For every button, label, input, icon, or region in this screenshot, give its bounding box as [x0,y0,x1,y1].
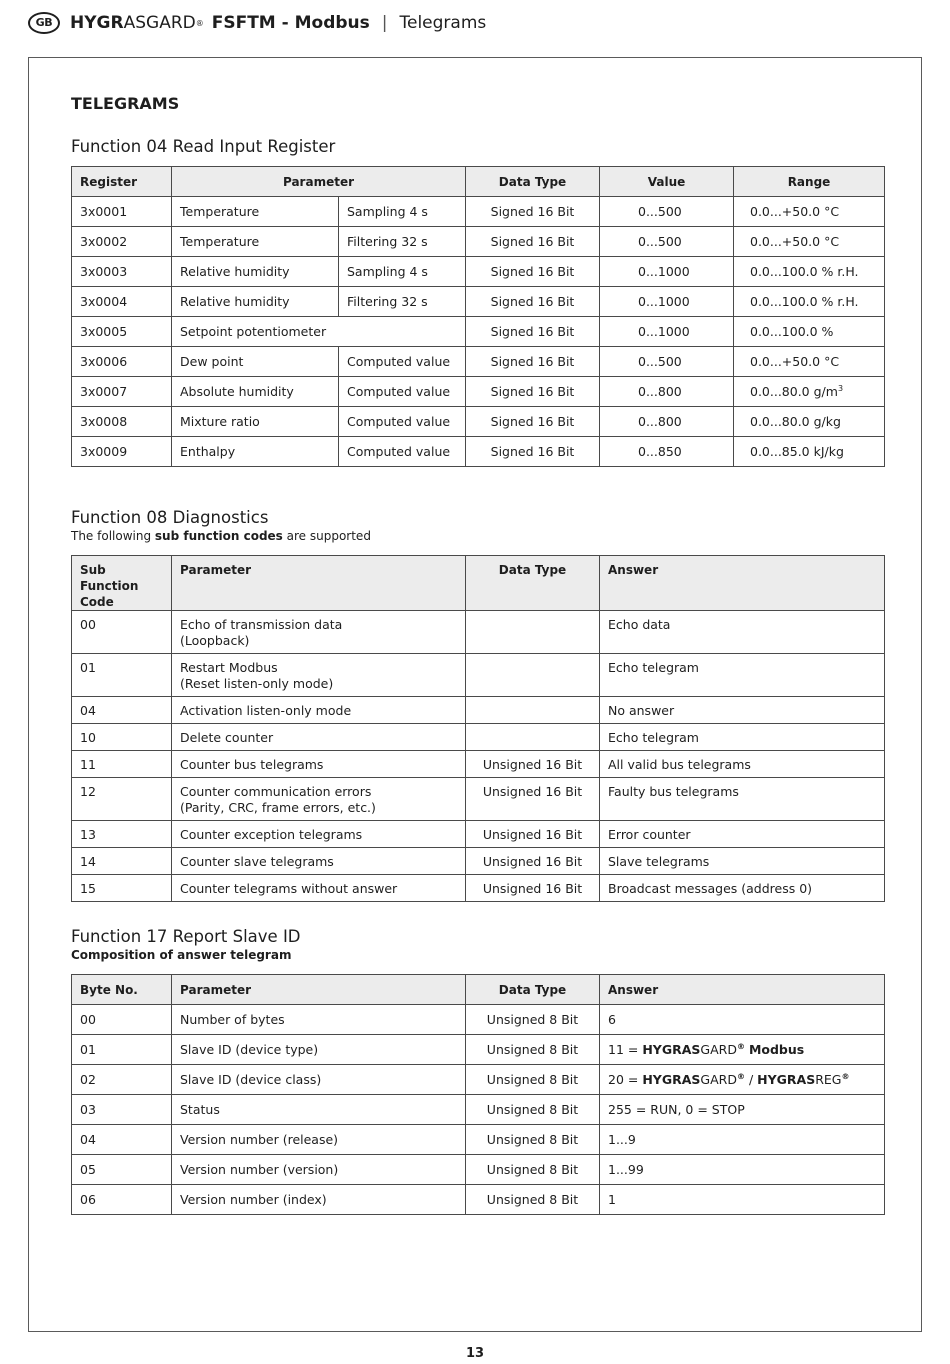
data-type-cell: Signed 16 Bit [466,287,600,317]
parameter-cell: Version number (release) [172,1125,466,1155]
register-cell: 3x0009 [72,437,172,467]
data-type-cell [466,611,600,654]
answer-cell: Broadcast messages (address 0) [600,875,885,902]
subtitle-text: are supported [282,529,371,543]
func04-table [71,166,885,467]
header-line: Code [80,595,114,609]
data-type-cell: Unsigned 8 Bit [466,1005,600,1035]
page-title: TELEGRAMS [71,94,180,113]
table-row [72,654,885,697]
section-name: Telegrams [399,13,487,33]
parameter-cell: Dew point [172,347,339,377]
mode-cell: Computed value [339,347,466,377]
byte-cell: 03 [72,1095,172,1125]
range-cell: 0.0...+50.0 °C [734,347,885,377]
registered-mark: ® [195,18,204,28]
data-type-cell: Signed 16 Bit [466,437,600,467]
parameter-cell [172,611,466,654]
parameter-cell: Mixture ratio [172,407,339,437]
registered-mark: ® [736,1071,745,1081]
parameter-cell: Relative humidity [172,287,339,317]
table-row [72,407,885,437]
mode-cell: Computed value [339,407,466,437]
answer-cell: 1...9 [600,1125,885,1155]
parameter-cell: Enthalpy [172,437,339,467]
parameter-cell: Absolute humidity [172,377,339,407]
brand-bold: HYGRAS [642,1042,701,1058]
func17-subtitle: Composition of answer telegram [71,948,292,962]
table-header-row [72,556,885,611]
data-type-cell [466,724,600,751]
parameter-cell: Relative humidity [172,257,339,287]
byte-cell: 06 [72,1185,172,1215]
table-row [72,317,885,347]
col-parameter: Parameter [172,556,466,611]
page-number: 13 [465,1346,485,1361]
table-row [72,848,885,875]
byte-cell: 04 [72,1125,172,1155]
parameter-cell: Temperature [172,197,339,227]
func08-title: Function 08 Diagnostics [71,508,269,527]
answer-text: / [744,1072,758,1088]
data-type-cell: Unsigned 8 Bit [466,1125,600,1155]
register-cell: 3x0001 [72,197,172,227]
mode-cell: Sampling 4 s [339,257,466,287]
answer-cell: Echo data [600,611,885,654]
mode-cell: Filtering 32 s [339,287,466,317]
col-data-type: Data Type [466,556,600,611]
byte-cell: 00 [72,1005,172,1035]
data-type-cell: Unsigned 16 Bit [466,821,600,848]
table-row [72,751,885,778]
data-type-cell: Unsigned 8 Bit [466,1065,600,1095]
table-row [72,821,885,848]
code-cell: 11 [72,751,172,778]
col-parameter: Parameter [172,167,466,197]
table-row [72,1035,885,1065]
func04-title: Function 04 Read Input Register [71,137,336,156]
func08-table [71,555,885,902]
table-header-row [72,167,885,197]
table-row [72,778,885,821]
parameter-line: (Parity, CRC, frame errors, etc.) [180,800,376,815]
parameter-cell [172,778,466,821]
subtitle-text: The following [71,529,155,543]
data-type-cell: Signed 16 Bit [466,227,600,257]
data-type-cell: Signed 16 Bit [466,407,600,437]
range-cell: 0.0...80.0 g/kg [734,407,885,437]
value-cell: 0...850 [600,437,734,467]
table-row [72,724,885,751]
data-type-cell: Unsigned 16 Bit [466,848,600,875]
parameter-cell: Counter telegrams without answer [172,875,466,902]
brand-light: REG [815,1072,842,1088]
mode-cell: Sampling 4 s [339,197,466,227]
product-name: FSFTM - Modbus [211,13,370,33]
byte-cell: 05 [72,1155,172,1185]
range-superscript: 3 [837,383,844,393]
parameter-line: Counter communication errors [180,784,372,799]
answer-text: 20 = [608,1072,643,1088]
answer-cell: Error counter [600,821,885,848]
col-data-type: Data Type [466,167,600,197]
parameter-line: Restart Modbus [180,660,278,675]
data-type-cell: Unsigned 8 Bit [466,1035,600,1065]
col-range: Range [734,167,885,197]
range-cell: 0.0...100.0 % r.H. [734,287,885,317]
parameter-cell: Temperature [172,227,339,257]
brand-bold: Modbus [748,1042,805,1058]
register-cell: 3x0007 [72,377,172,407]
answer-cell: 1 [600,1185,885,1215]
data-type-cell: Unsigned 8 Bit [466,1095,600,1125]
parameter-cell [172,654,466,697]
brand-light: GARD [700,1072,737,1088]
data-type-cell: Signed 16 Bit [466,347,600,377]
code-cell: 13 [72,821,172,848]
code-cell: 04 [72,697,172,724]
value-cell: 0...800 [600,377,734,407]
byte-cell: 01 [72,1035,172,1065]
parameter-cell: Counter exception telegrams [172,821,466,848]
table-row [72,697,885,724]
table-row [72,1185,885,1215]
range-cell: 0.0...+50.0 °C [734,227,885,257]
parameter-cell: Activation listen-only mode [172,697,466,724]
value-cell: 0...500 [600,347,734,377]
byte-cell: 02 [72,1065,172,1095]
func17-title: Function 17 Report Slave ID [71,927,301,946]
parameter-cell: Delete counter [172,724,466,751]
data-type-cell: Signed 16 Bit [466,317,600,347]
range-cell: 0.0...100.0 % [734,317,885,347]
parameter-cell: Version number (version) [172,1155,466,1185]
table-row [72,347,885,377]
header-separator: | [381,13,388,33]
table-row [72,227,885,257]
code-cell: 10 [72,724,172,751]
answer-cell: Faulty bus telegrams [600,778,885,821]
table-row [72,1005,885,1035]
brand-bold: HYGRAS [757,1072,816,1088]
subtitle-emphasis: sub function codes [154,529,283,543]
col-answer: Answer [600,556,885,611]
parameter-cell: Counter bus telegrams [172,751,466,778]
table-row [72,1095,885,1125]
table-row [72,1155,885,1185]
data-type-cell: Unsigned 16 Bit [466,778,600,821]
code-cell: 12 [72,778,172,821]
parameter-line: Echo of transmission data [180,617,343,632]
data-type-cell: Signed 16 Bit [466,197,600,227]
range-text: 0.0...80.0 g/m [750,384,838,400]
answer-cell [600,1065,885,1095]
table-header-row [72,975,885,1005]
answer-cell: 255 = RUN, 0 = STOP [600,1095,885,1125]
parameter-cell: Slave ID (device class) [172,1065,466,1095]
parameter-cell: Setpoint potentiometer [172,317,466,347]
answer-cell: 1...99 [600,1155,885,1185]
func17-table [71,974,885,1215]
value-cell: 0...1000 [600,257,734,287]
answer-cell: All valid bus telegrams [600,751,885,778]
data-type-cell: Unsigned 8 Bit [466,1155,600,1185]
table-row [72,611,885,654]
mode-cell: Computed value [339,377,466,407]
data-type-cell [466,654,600,697]
parameter-line: (Loopback) [180,633,250,648]
page-header [28,10,486,36]
col-answer: Answer [600,975,885,1005]
answer-cell: Echo telegram [600,724,885,751]
answer-cell: Echo telegram [600,654,885,697]
brand-bold: HYGR [70,13,124,33]
register-cell: 3x0008 [72,407,172,437]
value-cell: 0...800 [600,407,734,437]
code-cell: 00 [72,611,172,654]
data-type-cell: Unsigned 8 Bit [466,1185,600,1215]
parameter-cell: Slave ID (device type) [172,1035,466,1065]
answer-cell: 6 [600,1005,885,1035]
data-type-cell: Unsigned 16 Bit [466,875,600,902]
func08-subtitle [71,529,371,543]
answer-cell: Slave telegrams [600,848,885,875]
table-row [72,875,885,902]
table-row [72,1065,885,1095]
range-cell: 0.0...+50.0 °C [734,197,885,227]
parameter-cell: Number of bytes [172,1005,466,1035]
register-cell: 3x0003 [72,257,172,287]
code-cell: 14 [72,848,172,875]
answer-cell: No answer [600,697,885,724]
parameter-cell: Status [172,1095,466,1125]
range-cell [734,377,885,407]
parameter-line: (Reset listen-only mode) [180,676,334,691]
register-cell: 3x0002 [72,227,172,257]
table-row [72,377,885,407]
table-row [72,1125,885,1155]
registered-mark: ® [736,1041,745,1051]
data-type-cell [466,697,600,724]
register-cell: 3x0006 [72,347,172,377]
register-cell: 3x0005 [72,317,172,347]
brand-bold: HYGRAS [642,1072,701,1088]
range-cell: 0.0...100.0 % r.H. [734,257,885,287]
mode-cell: Computed value [339,437,466,467]
mode-cell: Filtering 32 s [339,227,466,257]
country-badge: GB [28,12,60,34]
col-value: Value [600,167,734,197]
registered-mark: ® [841,1071,850,1081]
data-type-cell: Signed 16 Bit [466,377,600,407]
col-sub-function-code [72,556,172,611]
parameter-cell: Counter slave telegrams [172,848,466,875]
table-row [72,287,885,317]
col-register: Register [72,167,172,197]
table-row [72,257,885,287]
value-cell: 0...500 [600,197,734,227]
register-cell: 3x0004 [72,287,172,317]
answer-cell [600,1035,885,1065]
code-cell: 01 [72,654,172,697]
value-cell: 0...1000 [600,287,734,317]
brand-light: ASGARD [123,13,196,33]
col-byte-no: Byte No. [72,975,172,1005]
data-type-cell: Unsigned 16 Bit [466,751,600,778]
table-row [72,437,885,467]
table-row [72,197,885,227]
answer-text: 11 = [608,1042,643,1058]
data-type-cell: Signed 16 Bit [466,257,600,287]
value-cell: 0...1000 [600,317,734,347]
value-cell: 0...500 [600,227,734,257]
range-cell: 0.0...85.0 kJ/kg [734,437,885,467]
col-data-type: Data Type [466,975,600,1005]
col-parameter: Parameter [172,975,466,1005]
brand-light: GARD [700,1042,737,1058]
code-cell: 15 [72,875,172,902]
header-line: Sub Function [80,563,139,593]
parameter-cell: Version number (index) [172,1185,466,1215]
